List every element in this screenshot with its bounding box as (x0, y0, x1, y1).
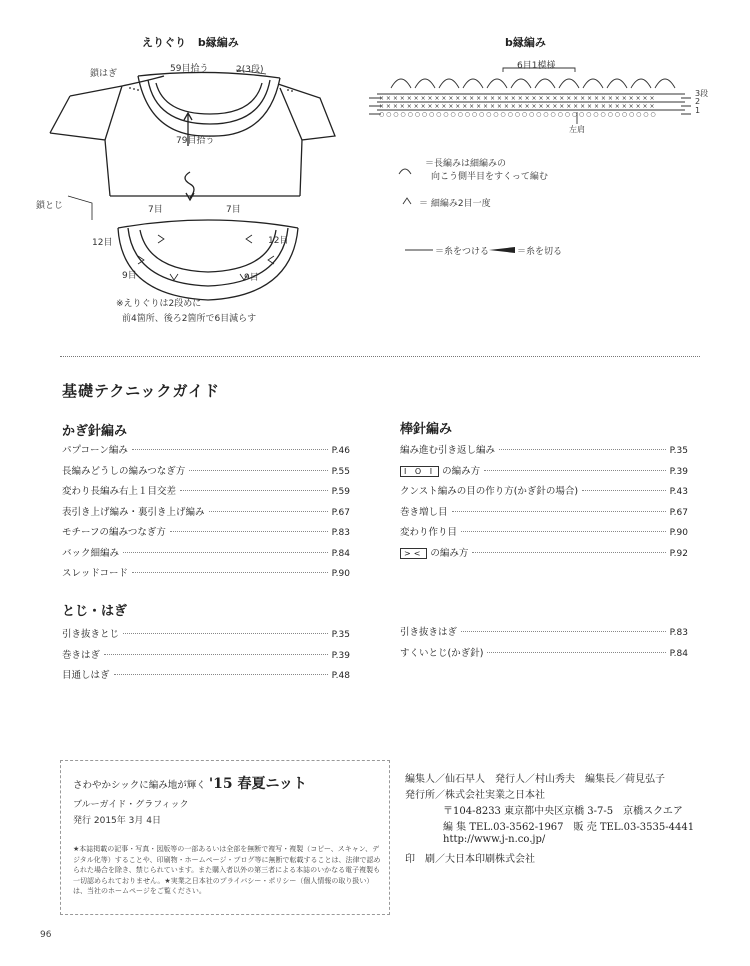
legend-dc-line1: ＝長編みは細編みの (425, 159, 507, 169)
toc-row (62, 647, 350, 668)
legend-dc-line2: 向こう側半目をすくって編む (431, 172, 548, 182)
toc-page: P.67 (669, 507, 688, 518)
joining-heading: とじ・はぎ (62, 604, 128, 619)
label-top-pickup: 59目拾う (170, 64, 209, 74)
neckline-diagram (30, 28, 360, 333)
toc-page: P.35 (669, 446, 688, 456)
toc-page: P.59 (331, 487, 350, 497)
toc-page: P.35 (331, 630, 350, 640)
toc-label: 引き抜きはぎ (400, 627, 458, 638)
toc-dots (487, 652, 665, 653)
toc-row (400, 504, 688, 525)
label-chain-join: 鎖はぎ (90, 69, 118, 79)
toc-dots (123, 633, 328, 634)
toc-label: すくいとじ(かぎ針) (400, 647, 484, 659)
toc-dots (123, 552, 328, 553)
toc-label: 巻き増し目 (400, 506, 448, 518)
label-9-left: 9目 (122, 271, 137, 281)
toc-row (400, 463, 688, 484)
book-title: '15 春夏ニット (208, 776, 307, 792)
toc-dots (472, 552, 665, 553)
toc-page: P.83 (669, 628, 688, 638)
toc-label: 変わり作り目 (400, 527, 458, 538)
toc-label: 表引き上げ編み・裏引き上げ編み (62, 506, 205, 518)
toc-dots (132, 572, 328, 573)
toc-label: 変わり長編み右上１目交差 (62, 486, 177, 497)
label-row1: 1 (695, 106, 701, 115)
joining-list-right (400, 624, 688, 665)
toc-label: 目通しはぎ (62, 670, 110, 681)
toc-page: P.55 (331, 466, 350, 477)
phone-line: 編 集 TEL.03-3562-1967 販 売 TEL.03-3535-4441 (443, 822, 695, 833)
toc-row (62, 565, 350, 586)
guide-title: 基礎テクニックガイド (62, 382, 221, 400)
toc-row (62, 463, 350, 484)
toc-page: P.84 (669, 648, 688, 659)
toc-dots (104, 654, 328, 655)
toc-page: P.46 (331, 446, 350, 456)
label-rows: 2(3段) (236, 65, 264, 75)
toc-row (62, 545, 350, 566)
toc-page: P.39 (331, 650, 350, 661)
section-divider (60, 356, 700, 357)
legend-sc2tog: ＝ 細編み2目一度 (419, 199, 491, 209)
address-line: 〒104-8233 東京都中央区京橋 3-7-5 京橋スクエア (443, 806, 683, 817)
toc-row (400, 442, 688, 463)
toc-page: P.39 (669, 466, 688, 477)
label-12-left: 12目 (92, 238, 113, 248)
label-left-shoulder: 左肩 (569, 125, 585, 134)
neckline-title-a: えりぐり (142, 36, 186, 49)
toc-page: P.67 (331, 507, 350, 518)
label-9-right: 9目 (244, 273, 259, 283)
edging-title: b縁編み (505, 36, 546, 49)
toc-dots (461, 531, 666, 532)
toc-page: P.90 (669, 528, 688, 538)
toc-label: の編み方 (430, 547, 469, 559)
knitting-list (400, 442, 688, 565)
toc-row (62, 442, 350, 463)
toc-row (62, 626, 350, 647)
toc-row (62, 524, 350, 545)
svg-text:× × × × × × × × × × × × × × ×: × × × × × × × × × × × × × × × × × × × × × × × × × × × × × × × × × × × × × × × × (379, 103, 655, 110)
toc-row (400, 645, 688, 666)
printer-line: 印 刷／大日本印刷株式会社 (405, 854, 535, 865)
toc-page: P.90 (331, 569, 350, 579)
toc-dots (582, 490, 666, 491)
label-7-right: 7目 (226, 205, 241, 215)
toc-row (400, 545, 688, 566)
toc-label: 巻きはぎ (62, 649, 101, 661)
label-repeat: 6目1模様 (517, 61, 556, 71)
label-7-left: 7目 (148, 205, 163, 215)
toc-dots (484, 470, 666, 471)
label-row2: 2 (695, 97, 701, 106)
toc-row (400, 624, 688, 645)
label-row3: 3段 (695, 89, 709, 98)
editor-line: 編集人／仙石早人 発行人／村山秀夫 編集長／荷見弘子 (405, 774, 665, 785)
toc-label: バック細編み (62, 547, 120, 559)
toc-label: 長編みどうしの編みつなぎ方 (62, 465, 186, 477)
publisher-line: 発行所／株式会社実業之日本社 (405, 790, 545, 801)
toc-page: P.83 (331, 528, 350, 538)
legend-cut-yarn: ＝糸を切る (517, 247, 563, 257)
toc-label: の編み方 (442, 465, 481, 477)
toc-label: 編み進む引き返し編み (400, 445, 496, 456)
toc-page: P.92 (669, 548, 688, 559)
toc-page: P.43 (669, 487, 688, 497)
edging-chart (355, 28, 735, 268)
label-12-right: 12目 (268, 236, 289, 246)
crochet-heading: かぎ針編み (62, 424, 128, 439)
stitch-chart (355, 28, 735, 268)
neckline-note-1: ※えりぐりは2段めに (116, 299, 202, 309)
stitch-symbol-icon: I O I (400, 466, 439, 477)
svg-text:○ ○ ○ ○ ○ ○ ○ ○ ○ ○ ○ ○ ○ ○ ○: ○ ○ ○ ○ ○ ○ ○ ○ ○ ○ ○ ○ ○ ○ ○ ○ ○ ○ ○ ○ ○ ○ ○ ○ ○ ○ ○ ○ ○ ○ ○ ○ ○ ○ ○ ○ ○ ○ ○ (379, 111, 656, 118)
svg-text:× × × × × × × × × × × × × × ×: × × × × × × × × × × × × × × × × × × × × × × × × × × × × × × × × × × × × × × × × (379, 95, 655, 102)
toc-label: モチーフの編みつなぎ方 (62, 527, 166, 538)
toc-label: パプコーン編み (62, 445, 128, 456)
toc-label: 引き抜きとじ (62, 629, 120, 640)
issue-date: 発行 2015年 3月 4日 (73, 816, 161, 826)
toc-dots (189, 470, 327, 471)
publisher-info (405, 770, 745, 866)
book-title-line (73, 773, 307, 793)
toc-dots (132, 449, 328, 450)
toc-row (62, 483, 350, 504)
toc-dots (114, 674, 328, 675)
neckline-note-2: 前4箇所、後ろ2箇所で6目減らす (122, 314, 257, 324)
toc-dots (170, 531, 328, 532)
toc-label: クンスト編みの目の作り方(かぎ針の場合) (400, 486, 579, 497)
joining-list-left (62, 626, 350, 688)
toc-dots (209, 511, 328, 512)
copyright-notes: ★本誌掲載の記事・写真・図版等の一部あるいは全部を無断で複写・複製（コピー、スキャン、デジタル化等）することや、印刷物・ホームページ・ブログ等に無断で転載することは、法律で認められた場合を除き、禁じられています。また購入者以外の第三者による本誌のいかなる電子複製も一切認められておりません。★実業之日本社のプライバシー・ポリシー（個人情報の取り扱い）は、当社のホームページをご覧ください。 (73, 845, 381, 895)
label-bottom-pickup: 79目拾う (176, 136, 215, 146)
label-chain-bind: 鎖とじ (36, 201, 64, 211)
toc-dots (180, 490, 328, 491)
legend-attach-yarn: ＝糸をつける (435, 247, 490, 257)
toc-dots (452, 511, 666, 512)
cross-symbol-icon: >< (400, 548, 427, 559)
page-number: 96 (40, 930, 52, 940)
crochet-list (62, 442, 350, 586)
book-tagline: さわやかシックに編み地が輝く (73, 780, 206, 791)
knitting-heading: 棒針編み (400, 422, 453, 437)
toc-row (400, 483, 688, 504)
series-name: ブルーガイド・グラフィック (73, 800, 189, 810)
toc-page: P.84 (331, 548, 350, 559)
toc-dots (499, 449, 666, 450)
colophon-box (60, 760, 390, 915)
toc-row (62, 667, 350, 688)
website-link[interactable]: http://www.j-n.co.jp/ (443, 834, 546, 845)
toc-page: P.48 (331, 671, 350, 681)
toc-row (62, 504, 350, 525)
toc-row (400, 524, 688, 545)
toc-dots (461, 631, 666, 632)
neckline-title-b: b縁編み (197, 36, 239, 49)
toc-label: スレッドコード (62, 568, 129, 579)
